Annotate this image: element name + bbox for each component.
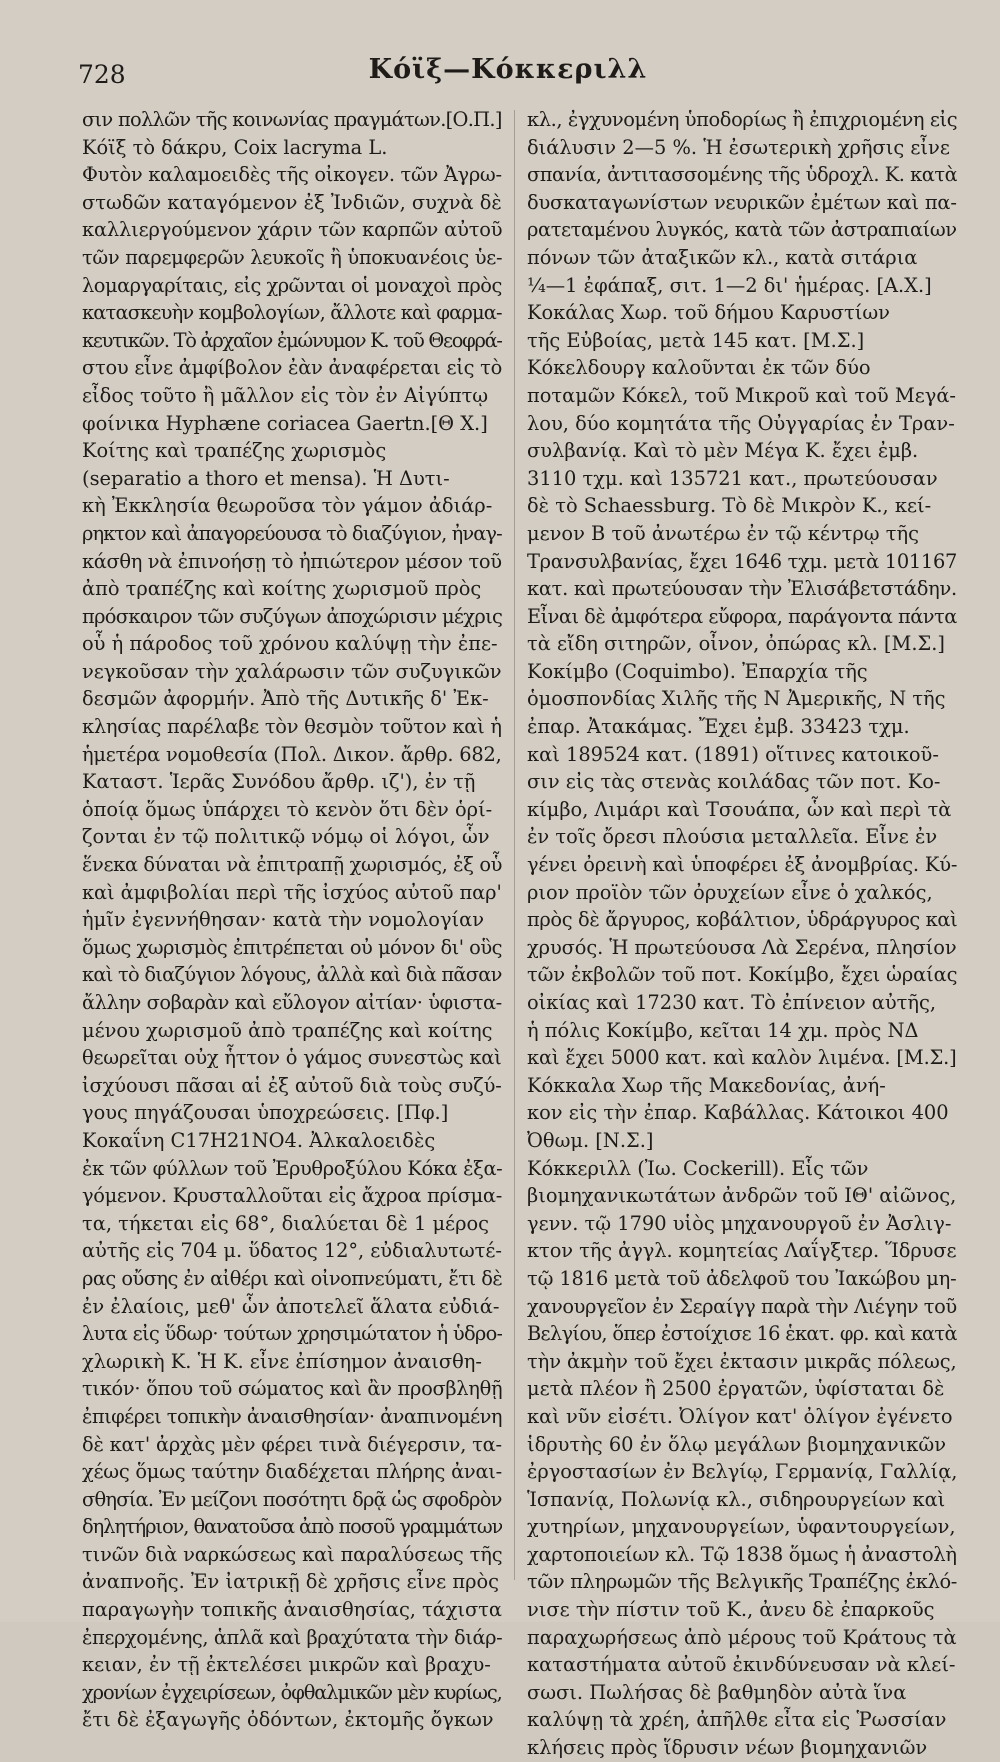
text-line: χυτηρίων, μηχανουργείων, ὑφαντουργείων,: [527, 1515, 956, 1539]
text-line: καλλιεργούμενον χάριν τῶν καρπῶν αὐτοῦ: [82, 218, 502, 242]
text-line: καὶ νῦν εἰσέτι. Ὀλίγον κατ' ὀλίγον ἐγένετο: [527, 1404, 953, 1428]
text-line: εἶδος τοῦτο ἢ μᾶλλον εἰς τὸν ἐν Αἰγύπτῳ: [82, 383, 489, 407]
text-line: Καταστ. Ἱερᾶς Συνόδου ἄρθρ. ιζ'), ἐν τῇ: [82, 770, 476, 794]
page-header: [78, 54, 938, 98]
text-line: ἄλλην σοβαρὰν καὶ εὔλογον αἰτίαν· ὑφιστα-: [82, 991, 502, 1014]
text-line: μένου χωρισμοῦ ἀπὸ τραπέζης καὶ κοίτης: [82, 1018, 493, 1042]
text-line: σιν πολλῶν τῆς κοινωνίας πραγμάτων.[Ο.Π.]: [82, 108, 502, 131]
text-line: Φυτὸν καλαμοειδὲς τῆς οἰκογεν. τῶν Ἀγρω-: [82, 163, 502, 187]
text-line: Κοκάλας Χωρ. τοῦ δήμου Καρυστίων: [527, 301, 890, 325]
text-line: ἀπὸ τραπέζης καὶ κοίτης χωρισμοῦ πρὸς: [82, 577, 482, 601]
text-line: καὶ ἔχει 5000 κατ. καὶ καλὸν λιμένα. [Μ.Σ.]: [527, 1046, 957, 1070]
text-line: κὴ Ἐκκλησία θεωροῦσα τὸν γάμον ἀδιάρ-: [82, 494, 493, 518]
text-line: λου, δύο κομητάτα τῆς Οὐγγαρίας ἐν Τραν-: [527, 411, 955, 435]
text-line: δὲ κατ' ἀρχὰς μὲν φέρει τινὰ διέγερσιν, τα-: [82, 1432, 502, 1456]
text-line: κατασκευὴν κομβολογίων, ἄλλοτε καὶ φαρμα-: [82, 301, 502, 325]
text-line: κάσθη νὰ ἐπινοήσῃ τὸ ἠπιώτερον μέσον τοῦ: [82, 549, 502, 573]
text-line: τῶν παρεμφερῶν λευκοῖς ἢ ὑποκυανέοις ὑε-: [82, 245, 502, 269]
text-line: χρυσός. Ἡ πρωτεύουσα Λὰ Σερένα, πλησίον: [527, 935, 957, 959]
text-line: γόμενον. Κρυσταλλοῦται εἰς ἄχροα πρίσμα-: [82, 1184, 502, 1208]
text-line: ρας οὔσης ἐν αἰθέρι καὶ οἰνοπνεύματι, ἔτι δὲ: [82, 1266, 502, 1290]
text-line: μετὰ πλέον ἢ 2500 ἐργατῶν, ὑφίσταται δὲ: [527, 1377, 945, 1401]
text-line: Κοίτης καὶ τραπέζης χωρισμὸς: [82, 439, 387, 463]
text-line: Κοκίμβο (Coquimbo). Ἐπαρχία τῆς: [527, 659, 868, 683]
text-line: ἡμετέρα νομοθεσία (Πολ. Δικον. ἄρθρ. 682,: [82, 742, 502, 766]
text-line: ὁμοσπονδίας Χιλῆς τῆς Ν Ἀμερικῆς, Ν τῆς: [527, 687, 946, 711]
text-line: τικόν· ὅπου τοῦ σώματος καὶ ἂν προσβληθῇ: [82, 1377, 502, 1401]
text-line: ἰσχύουσι πᾶσαι αἱ ἐξ αὐτοῦ διὰ τοὺς συζύ-: [82, 1073, 502, 1097]
text-line: τινῶν διὰ ναρκώσεως καὶ παραλύσεως τῆς: [82, 1542, 502, 1566]
text-line: 3110 τχμ. καὶ 135721 κατ., πρωτεύουσαν: [527, 466, 938, 490]
right-column: [527, 106, 957, 1762]
text-line: ἔτι δὲ ἐξαγωγῆς ὀδόντων, ἐκτομῆς ὄγκων: [82, 1708, 494, 1732]
text-line: καὶ τὸ διαζύγιον λόγους, ἀλλὰ καὶ διὰ πᾶσαν: [82, 963, 502, 987]
text-line: γους πηγάζουσαι ὑποχρεώσεις. [Πφ.]: [82, 1101, 449, 1125]
text-line: καὶ ἀμφιβολίαι περὶ τῆς ἰσχύος αὐτοῦ παρ': [82, 880, 502, 904]
text-line: δὲ τὸ Schaessburg. Τὸ δὲ Μικρὸν Κ., κεί-: [527, 494, 932, 518]
text-line: δυσκαταγωνίστων νευρικῶν ἐμέτων καὶ πα-: [527, 190, 957, 214]
text-line: μενον Β τοῦ ἀνωτέρω ἐν τῷ κέντρῳ τῆς: [527, 521, 919, 545]
text-line: αὐτῆς εἰς 704 μ. ὕδατος 12°, εὐδιαλυτωτέ-: [82, 1239, 502, 1263]
text-line: (separatio a thoro et mensa). Ἡ Δυτι-: [82, 466, 450, 490]
text-line: ριον προϊὸν τῶν ὀρυχείων εἶνε ὁ χαλκός,: [527, 880, 933, 904]
text-line: Τρανσυλβανίας, ἔχει 1646 τχμ. μετὰ 101167: [527, 549, 957, 573]
text-line: Κόκκαλα Χωρ τῆς Μακεδονίας, ἀνή-: [527, 1073, 886, 1097]
text-line: σιν εἰς τὰς στενὰς κοιλάδας τῶν ποτ. Κο-: [527, 770, 941, 794]
running-head: Κόϊξ—Κόκκεριλλ: [368, 54, 648, 85]
text-line: Κόϊξ τὸ δάκρυ, Coix lacryma L.: [82, 135, 388, 159]
text-line: ἕνεκα δύναται νὰ ἐπιτραπῇ χωρισμός, ἐξ οὗ: [82, 853, 502, 877]
text-line: Κόκελδουργ καλοῦνται ἐκ τῶν δύο: [527, 356, 871, 380]
text-line: οἰκίας καὶ 17230 κατ. Τὸ ἐπίνειον αὐτῆς,: [527, 991, 937, 1014]
text-line: κευτικῶν. Τὸ ἀρχαῖον ἐμώνυμον Κ. τοῦ Θεοφρά-: [82, 328, 502, 352]
text-line: ἐν ἐλαίοις, μεθ' ὧν ἀποτελεῖ ἅλατα εὐδιά-: [82, 1294, 500, 1318]
text-line: οὗ ἡ πάροδος τοῦ χρόνου καλύψῃ τὴν ἐπε-: [82, 632, 498, 656]
text-line: δηλητήριον, θανατοῦσα ἀπὸ ποσοῦ γραμμάτων: [82, 1515, 502, 1539]
text-line: κλ., ἐγχυνομένη ὑποδορίως ἢ ἐπιχριομένη εἰς: [527, 108, 957, 131]
text-line: ὅμως χωρισμὸς ἐπιτρέπεται οὐ μόνον δι' οὓς: [82, 935, 502, 959]
text-line: καὶ 189524 κατ. (1891) οἵτινες κατοικοῦ-: [527, 742, 939, 766]
text-line: ἀναπνοῆς. Ἐν ἰατρικῇ δὲ χρῆσις εἶνε πρὸς: [82, 1570, 500, 1594]
text-line: χρονίων ἐγχειρίσεων, ὀφθαλμικῶν μὲν κυρίως,: [82, 1680, 502, 1704]
text-line: ἡ πόλις Κοκίμβο, κεῖται 14 χμ. πρὸς ΝΔ: [527, 1018, 919, 1042]
text-line: θεωρεῖται οὐχ ἧττον ὁ γάμος συνεστὼς καὶ: [82, 1046, 502, 1070]
text-line: τῶν πληρωμῶν τῆς Βελγικῆς Τραπέζης ἐκλό-: [527, 1570, 957, 1594]
text-line: ἐπερχομένης, ἁπλᾶ καὶ βραχύτατα τὴν διάρ-: [82, 1625, 502, 1649]
text-line: νεγκοῦσαν τὴν χαλάρωσιν τῶν συζυγικῶν: [82, 659, 502, 683]
text-line: διάλυσιν 2—5 %. Ἡ ἐσωτερικὴ χρῆσις εἶνε: [527, 135, 950, 159]
text-line: Κοκαΐνη C17H21NO4. Ἀλκαλοειδὲς: [82, 1128, 436, 1152]
text-line: ¼—1 ἐφάπαξ, σιτ. 1—2 δι' ἡμέρας. [Α.Χ.]: [527, 273, 932, 297]
text-line: ρατεταμένου λυγκός, κατὰ τῶν ἀστραπιαίων: [527, 218, 957, 242]
text-line: στου εἶνε ἀμφίβολον ἐὰν ἀναφέρεται εἰς τὸ: [82, 356, 502, 380]
text-line: παραχωρήσεως ἀπὸ μέρους τοῦ Κράτους τὰ: [527, 1625, 957, 1649]
text-line: βιομηχανικωτάτων ἀνδρῶν τοῦ ΙΘ' αἰῶνος,: [527, 1184, 957, 1208]
left-column: [82, 106, 502, 1734]
text-line: στωδῶν καταγόμενον ἐξ Ἰνδιῶν, συχνὰ δὲ: [82, 190, 502, 214]
text-line: παραγωγὴν τοπικῆς ἀναισθησίας, τάχιστα: [82, 1598, 502, 1622]
text-line: κτον τῆς ἀγγλ. κομητείας Λαΐγξτερ. Ἵδρυσε: [527, 1239, 957, 1263]
text-line: ζονται ἐν τῷ πολιτικῷ νόμῳ οἱ λόγοι, ὧν: [82, 825, 490, 849]
text-line: ἱδρυτὴς 60 ἐν ὅλῳ μεγάλων βιομηχανικῶν: [527, 1432, 947, 1456]
text-line: τὰ εἴδη σιτηρῶν, οἶνον, ὀπώρας κλ. [Μ.Σ.]: [527, 632, 945, 656]
text-line: φοίνικα Hyphæne coriacea Gaertn.[Θ Χ.]: [82, 411, 488, 435]
text-line: κλήσεις πρὸς ἵδρυσιν νέων βιομηχανιῶν: [527, 1736, 928, 1760]
text-line: τὴν ἀκμὴν τοῦ ἔχει ἐκτασιν μικρᾶς πόλεως,: [527, 1349, 957, 1373]
text-line: τῷ 1816 μετὰ τοῦ ἀδελφοῦ του Ἰακώβου μη-: [527, 1266, 957, 1290]
text-line: συλβανίᾳ. Καὶ τὸ μὲν Μέγα Κ. ἔχει ἐμβ.: [527, 439, 919, 463]
text-line: πόνων τῶν ἀταξικῶν κλ., κατὰ σιτάρια: [527, 245, 918, 269]
text-line: πρόσκαιρον τῶν συζύγων ἀποχώρισιν μέχρις: [82, 604, 502, 628]
text-line: σθησία. Ἐν μείζονι ποσότητι δρᾷ ὡς σφοδρὸν: [82, 1487, 502, 1511]
text-line: ἐπαρ. Ἀτακάμας. Ἔχει ἐμβ. 33423 τχμ.: [527, 715, 910, 739]
text-line: τῆς Εὐβοίας, μετὰ 145 κατ. [Μ.Σ.]: [527, 328, 865, 352]
text-line: Ὀθωμ. [Ν.Σ.]: [527, 1128, 654, 1152]
text-line: σωσι. Πωλήσας δὲ βαθμηδὸν αὐτὰ ἵνα: [527, 1680, 907, 1704]
text-line: χλωρικὴ Κ. Ἡ Κ. εἶνε ἐπίσημον ἀναισθη-: [82, 1349, 482, 1373]
text-line: καλύψῃ τὰ χρέη, ἀπῆλθε εἶτα εἰς Ῥωσσίαν: [527, 1708, 947, 1732]
text-line: ἐπιφέρει τοπικὴν ἀναισθησίαν· ἀναπινομένη: [82, 1404, 502, 1428]
text-line: ἐργοστασίων ἐν Βελγίῳ, Γερμανίᾳ, Γαλλίᾳ,: [527, 1460, 957, 1484]
text-line: Εἶναι δὲ ἀμφότερα εὔφορα, παράγοντα πάντα: [527, 604, 957, 628]
text-line: ἡμῖν ἐγεννήθησαν· κατὰ τὴν νομολογίαν: [82, 908, 485, 932]
text-line: γένει ὀρεινὴ καὶ ὑποφέρει ἐξ ἀνομβρίας. Κύ-: [527, 853, 957, 877]
text-line: κίμβο, Λιμάρι καὶ Τσουάπα, ὧν καὶ περὶ τὰ: [527, 797, 952, 821]
text-line: λομαργαρίταις, εἰς χρῶνται οἱ μοναχοὶ πρὸς: [82, 273, 502, 297]
text-line: Κόκκεριλλ (Ἰω. Cockerill). Εἷς τῶν: [527, 1156, 869, 1180]
text-line: τῶν ἐκβολῶν τοῦ ποτ. Κοκίμβο, ἔχει ὡραίας: [527, 963, 957, 987]
page-number: 728: [78, 60, 126, 89]
text-line: πρὸς δὲ ἄργυρος, κοβάλτιον, ὑδράργυρος καὶ: [527, 908, 957, 932]
text-line: ἐν τοῖς ὄρεσι πλούσια μεταλλεῖα. Εἶνε ἐν: [527, 825, 938, 849]
text-line: ὁποίᾳ ὅμως ὑπάρχει τὸ κενὸν ὅτι δὲν ὁρί-: [82, 797, 493, 821]
text-line: χαρτοποιείων κλ. Τῷ 1838 ὅμως ἡ ἀναστολὴ: [527, 1542, 957, 1566]
text-line: χανουργεῖον ἐν Σεραίγγ παρὰ τὴν Λιέγην τοῦ: [527, 1294, 957, 1318]
text-line: χέως ὅμως ταύτην διαδέχεται πλήρης ἀναι-: [82, 1460, 502, 1484]
text-line: σπανία, ἀντιτασσομένης τῆς ὑδροχλ. Κ. κατὰ: [527, 163, 957, 187]
text-line: κατ. καὶ πρωτεύουσαν τὴν Ἐλισάβετστάδην.: [527, 577, 957, 601]
text-line: λυτα εἰς ὕδωρ· τούτων χρησιμώτατον ἡ ὑδρο-: [82, 1322, 502, 1346]
text-line: νισε τὴν πίστιν τοῦ Κ., ἀνευ δὲ ἐπαρκοῦς: [527, 1598, 935, 1622]
text-line: καταστήματα αὐτοῦ ἐκινδύνευσαν νὰ κλεί-: [527, 1653, 956, 1677]
text-line: κον εἰς τὴν ἐπαρ. Καβάλλας. Κάτοικοι 400: [527, 1101, 949, 1125]
text-line: τα, τήκεται εἰς 68°, διαλύεται δὲ 1 μέρος: [82, 1211, 490, 1235]
text-line: ἐκ τῶν φύλλων τοῦ Ἐρυθροξύλου Κόκα ἐξα-: [82, 1156, 502, 1180]
text-line: γενν. τῷ 1790 υἱὸς μηχανουργοῦ ἐν Ἀσλιγ-: [527, 1211, 952, 1235]
text-line: ρηκτον καὶ ἀπαγορεύουσα τὸ διαζύγιον, ἠναγ-: [82, 521, 502, 545]
column-divider: [514, 110, 515, 1580]
text-line: κειαν, ἐν τῇ ἐκτελέσει μικρῶν καὶ βραχυ-: [82, 1653, 491, 1677]
text-line: ποταμῶν Κόκελ, τοῦ Μικροῦ καὶ τοῦ Μεγά-: [527, 383, 956, 407]
text-line: Βελγίου, ὅπερ ἐστοίχισε 16 ἑκατ. φρ. καὶ κατὰ: [527, 1322, 957, 1346]
text-line: Ἱσπανίᾳ, Πολωνίᾳ κλ., σιδηρουργείων καὶ: [527, 1487, 946, 1511]
text-line: δεσμῶν ἀφορμήν. Ἀπὸ τῆς Δυτικῆς δ' Ἐκ-: [82, 687, 489, 711]
text-line: κλησίας παρέλαβε τὸν θεσμὸν τοῦτον καὶ ἡ: [82, 715, 502, 739]
